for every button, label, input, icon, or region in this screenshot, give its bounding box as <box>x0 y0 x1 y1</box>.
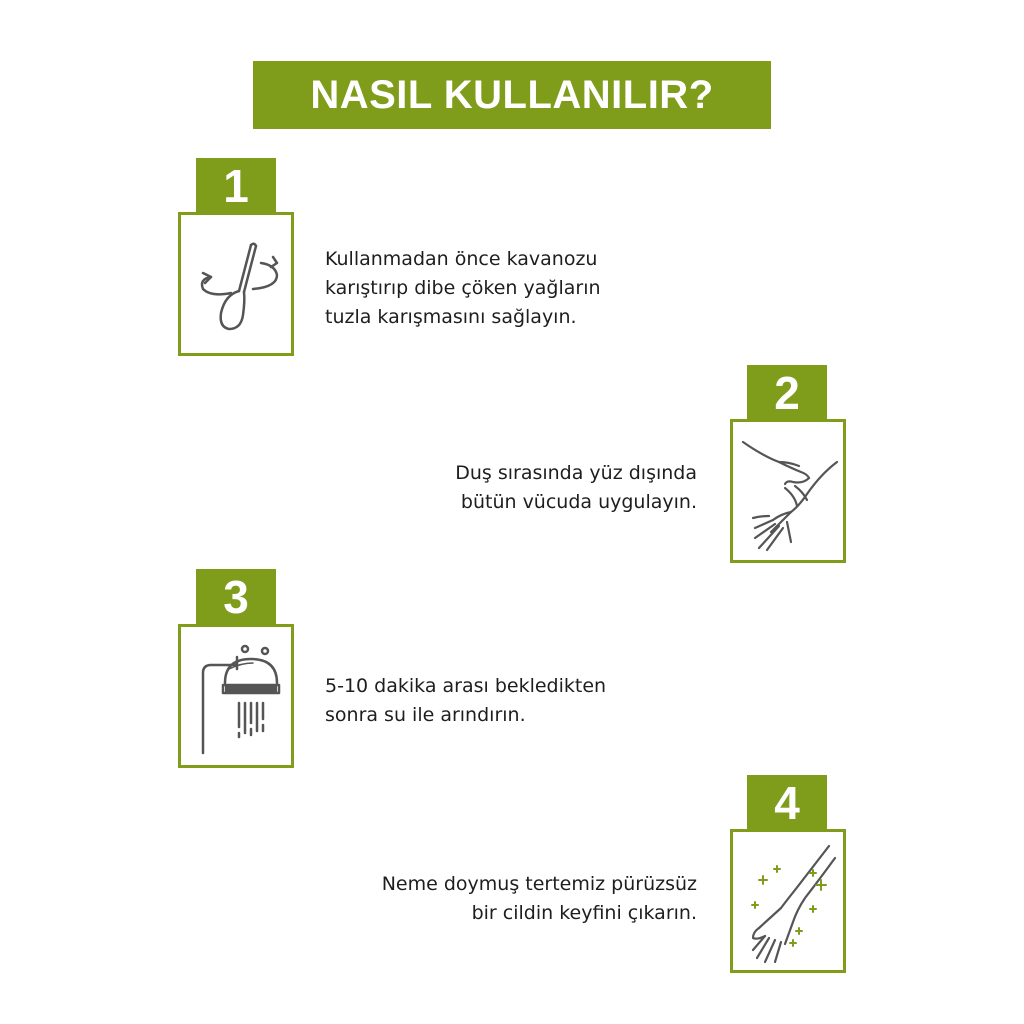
step-text-line: Duş sırasında yüz dışında <box>455 462 697 484</box>
page-title: NASIL KULLANILIR? <box>310 72 714 117</box>
step-icon-frame <box>730 419 846 563</box>
step-icon-frame <box>178 212 294 356</box>
step-text-line: bütün vücuda uygulayın. <box>460 491 697 513</box>
step-text-line: karıştırıp dibe çöken yağların <box>325 277 601 299</box>
step-number-badge: 4 <box>747 775 827 831</box>
step-text-line: sonra su ile arındırın. <box>325 704 526 726</box>
step-text-line: Neme doymuş tertemiz pürüzsüz <box>381 873 697 895</box>
smooth-arm-sparkle-icon <box>733 832 843 970</box>
step-text-line: bir cildin keyfini çıkarın. <box>471 902 697 924</box>
step-text-line: 5-10 dakika arası bekledikten <box>325 675 607 697</box>
step-text-line: tuzla karışmasını sağlayın. <box>325 306 577 328</box>
title-banner <box>253 61 771 129</box>
step-number-badge: 1 <box>196 158 276 214</box>
stirring-spoon-icon <box>181 215 291 353</box>
hands-applying-icon <box>733 422 843 560</box>
step-text-line: Kullanmadan önce kavanozu <box>325 248 598 270</box>
step-number-badge: 2 <box>747 365 827 421</box>
step-number-badge: 3 <box>196 569 276 625</box>
step-description <box>400 459 697 517</box>
step-description <box>325 672 606 730</box>
step-icon-frame <box>730 829 846 973</box>
step-description <box>330 870 697 928</box>
step-icon-frame <box>178 624 294 768</box>
shower-head-icon <box>181 627 291 765</box>
step-description <box>325 245 601 332</box>
